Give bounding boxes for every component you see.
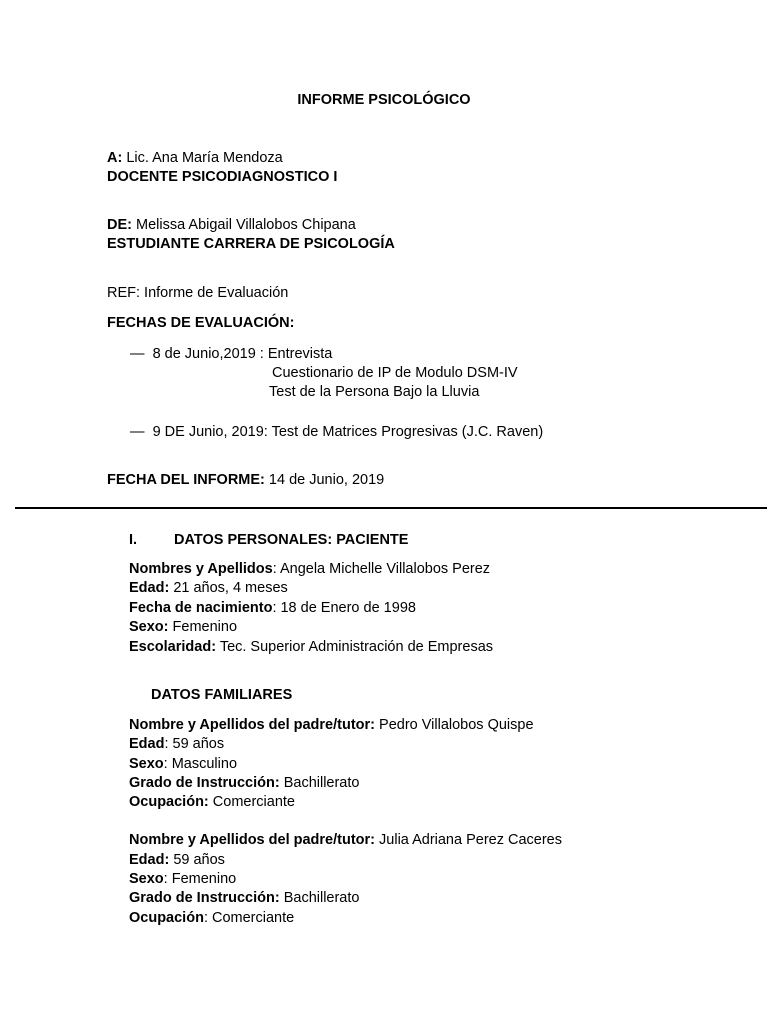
- field-label: Grado de Instrucción:: [129, 890, 280, 906]
- horizontal-divider: [15, 507, 767, 509]
- mother-sex-row: [129, 870, 236, 889]
- field-label: Ocupación: [129, 910, 204, 926]
- father-age-row: [129, 735, 224, 754]
- father-education-row: [129, 774, 359, 793]
- field-value: Bachillerato: [283, 890, 360, 906]
- father-occupation-row: [129, 793, 295, 812]
- evaluation-date-1-item-3: Test de la Persona Bajo la Lluvia: [269, 384, 480, 400]
- report-date-label: FECHA DEL INFORME:: [107, 472, 265, 488]
- mother-education-row: [129, 889, 359, 908]
- section-1-heading: DATOS PERSONALES: PACIENTE: [174, 532, 409, 548]
- field-value: Femenino: [172, 619, 238, 635]
- field-label: Edad:: [129, 852, 170, 868]
- field-value: Pedro Villalobos Quispe: [379, 717, 534, 733]
- field-value: 21 años, 4 meses: [173, 580, 288, 596]
- patient-age-row: [129, 579, 288, 598]
- report-date-line: [107, 471, 384, 490]
- patient-name-row: [129, 560, 490, 579]
- sender-name: Melissa Abigail Villalobos Chipana: [136, 217, 356, 233]
- field-value: : 59 años: [164, 736, 225, 752]
- patient-dob-row: [129, 599, 416, 618]
- evaluation-date-2-text: 9 DE Junio, 2019: Test de Matrices Progresivas (J.C. Raven): [152, 424, 544, 440]
- recipient-name: Lic. Ana María Mendoza: [126, 150, 283, 166]
- evaluation-date-1-item-2: Cuestionario de IP de Modulo DSM-IV: [272, 365, 518, 381]
- mother-age-row: [129, 851, 225, 870]
- field-value: Comerciante: [212, 794, 295, 810]
- mother-name-row: [129, 831, 562, 850]
- field-value: 59 años: [173, 852, 225, 868]
- dash-bullet: —: [130, 346, 145, 362]
- field-label: Sexo: [129, 871, 164, 887]
- report-date-value: 14 de Junio, 2019: [268, 472, 385, 488]
- field-label: Nombre y Apellidos del padre/tutor:: [129, 832, 375, 848]
- field-label: Nombres y Apellidos: [129, 561, 273, 577]
- field-value: Tec. Superior Administración de Empresas: [219, 639, 494, 655]
- field-value: : Masculino: [163, 756, 238, 772]
- family-heading: DATOS FAMILIARES: [151, 687, 293, 703]
- section-1-number: I.: [129, 532, 138, 548]
- father-sex-row: [129, 755, 237, 774]
- field-label: Fecha de nacimiento: [129, 600, 273, 616]
- recipient-role: DOCENTE PSICODIAGNOSTICO I: [107, 169, 338, 185]
- field-label: Edad:: [129, 580, 170, 596]
- field-label: Ocupación:: [129, 794, 209, 810]
- field-value: Julia Adriana Perez Caceres: [379, 832, 562, 848]
- patient-sex-row: [129, 618, 237, 637]
- field-value: : 18 de Enero de 1998: [272, 600, 416, 616]
- field-label: Sexo:: [129, 619, 169, 635]
- sender-role: ESTUDIANTE CARRERA DE PSICOLOGÍA: [107, 236, 395, 252]
- reference-line: REF: Informe de Evaluación: [107, 285, 289, 301]
- evaluation-date-2: [130, 423, 543, 442]
- recipient-label: A:: [107, 150, 123, 166]
- field-label: Nombre y Apellidos del padre/tutor:: [129, 717, 375, 733]
- field-value: : Femenino: [163, 871, 237, 887]
- field-label: Grado de Instrucción:: [129, 775, 280, 791]
- sender-line: [107, 216, 356, 235]
- dash-bullet: —: [130, 424, 145, 440]
- field-label: Sexo: [129, 756, 164, 772]
- field-value: : Angela Michelle Villalobos Perez: [272, 561, 491, 577]
- recipient-line: [107, 149, 283, 168]
- field-label: Edad: [129, 736, 165, 752]
- father-name-row: [129, 716, 534, 735]
- evaluation-date-1-text: 8 de Junio,2019 : Entrevista: [152, 346, 333, 362]
- patient-education-row: [129, 638, 493, 657]
- field-value: Bachillerato: [283, 775, 360, 791]
- document-title: INFORME PSICOLÓGICO: [297, 92, 471, 108]
- field-value: : Comerciante: [203, 910, 295, 926]
- field-label: Escolaridad:: [129, 639, 217, 655]
- evaluation-dates-heading: FECHAS DE EVALUACIÓN:: [107, 315, 295, 331]
- mother-occupation-row: [129, 909, 294, 928]
- sender-label: DE:: [107, 217, 132, 233]
- evaluation-date-1: [130, 345, 332, 364]
